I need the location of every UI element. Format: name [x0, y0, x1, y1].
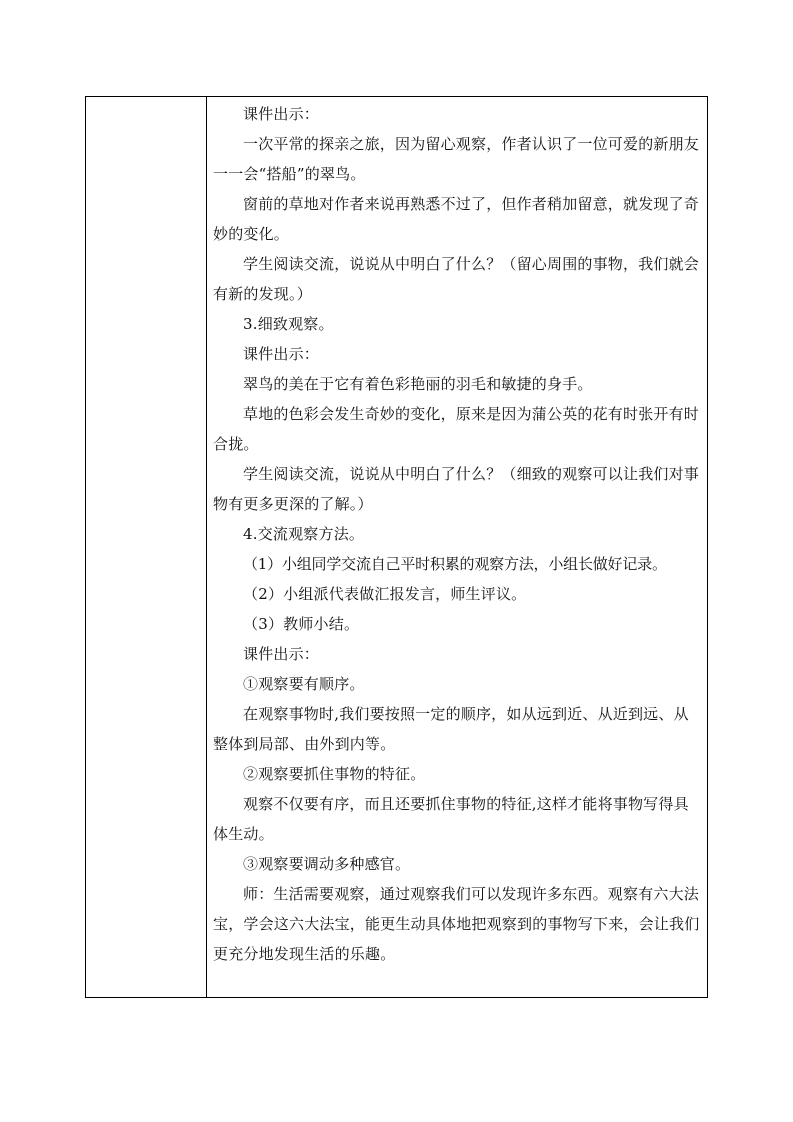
- paragraph-13: （3）教师小结。: [243, 615, 360, 633]
- paragraph-20: 师：生活需要观察，通过观察我们可以发现许多东西。观察有六大法宝，学会这六大法宝，能更生动具体地把观察到的事物写下来，会让我们更充分地发现生活的乐趣。: [213, 885, 700, 963]
- paragraph-5: 3.细致观察。: [243, 315, 334, 333]
- paragraph-1: 课件出示：: [243, 105, 320, 123]
- paragraph-14: 课件出示：: [243, 645, 320, 663]
- paragraph-16: 在观察事物时,我们要按照一定的顺序，如从远到近、从近到远、从整体到局部、由外到内等。: [213, 705, 689, 753]
- paragraph-3: 窗前的草地对作者来说再熟悉不过了，但作者稍加留意，就发现了奇妙的变化。: [213, 195, 700, 243]
- paragraph-4: 学生阅读交流，说说从中明白了什么？（留心周围的事物，我们就会有新的发现。）: [213, 255, 700, 303]
- paragraph-9: 学生阅读交流，说说从中明白了什么？（细致的观察可以让我们对事物有更多更深的了解。）: [213, 465, 700, 513]
- paragraph-8: 草地的色彩会发生奇妙的变化，原来是因为蒲公英的花有时张开有时合拢。: [213, 405, 700, 453]
- paragraph-19: ③观察要调动多种感官。: [243, 855, 411, 873]
- paragraph-7: 翠鸟的美在于它有着色彩艳丽的羽毛和敏捷的身手。: [243, 375, 593, 393]
- paragraph-12: （2）小组派代表做汇报发言，师生评议。: [243, 585, 527, 603]
- table-content-cell: [207, 97, 707, 997]
- paragraph-17: ②观察要抓住事物的特征。: [243, 765, 426, 783]
- table-left-cell: [86, 97, 207, 997]
- paragraph-2: 一次平常的探亲之旅，因为留心观察，作者认识了一位可爱的新朋友一一会“搭船”的翠鸟。: [213, 135, 700, 183]
- lesson-table: [85, 96, 708, 998]
- paragraph-18: 观察不仅要有序，而且还要抓住事物的特征,这样才能将事物写得具体生动。: [213, 795, 689, 843]
- paragraph-10: 4.交流观察方法。: [243, 525, 365, 543]
- paragraph-15: ①观察要有顺序。: [243, 675, 365, 693]
- paragraph-6: 课件出示：: [243, 345, 320, 363]
- paragraph-11: （1）小组同学交流自己平时积累的观察方法，小组长做好记录。: [243, 555, 667, 573]
